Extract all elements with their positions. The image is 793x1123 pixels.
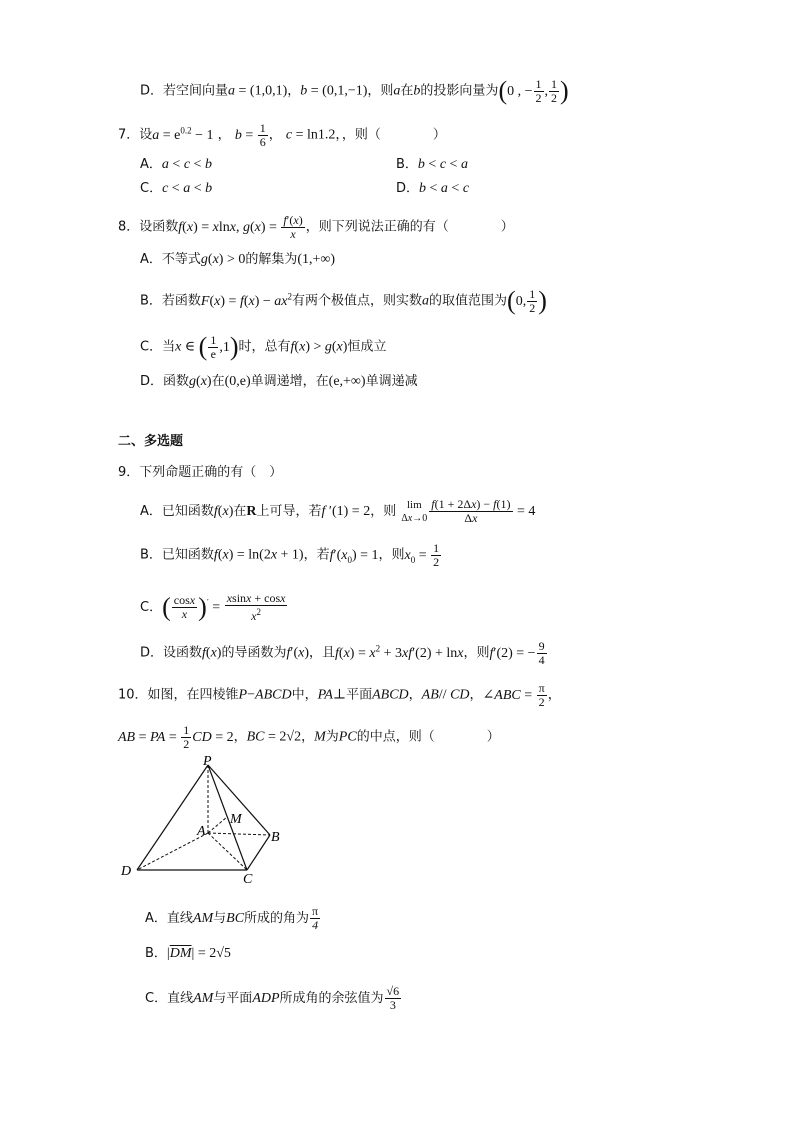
q7-option-b: B．b < c < a	[396, 157, 468, 172]
q10-option-b: B．$|\overline{DM}| = 2√5$	[145, 946, 231, 961]
q7-b-label: B．	[396, 157, 418, 172]
q9-b-text: B．已知函数	[140, 547, 214, 563]
q6-d-a: a	[393, 83, 401, 99]
q6-d-mid3: 在	[400, 83, 414, 99]
q9-a-mid: 在	[233, 504, 247, 519]
q10-stem-line2: AB = PA = $\frac{1}{2}$ CD = 2，BC = 2√2，M为PC的中点，则（ ）	[118, 723, 500, 751]
q9-option-a: A．已知函数f(x)在R上可导，若f ′(1) = 2，则 lim Δx→0 $\frac{f(1 + 2\Delta x) - f(1)}{\Delta x}$ = 4	[140, 497, 536, 525]
q8-d-end: 单调递减	[365, 374, 418, 389]
q7-c-expr: c = ln1.2	[285, 127, 336, 143]
q8-stem-end: ，则下列说法正确的有（ ）	[305, 219, 514, 235]
q9-stem	[118, 463, 282, 483]
q8-c-end: 恒成立	[347, 339, 387, 355]
q9-b-mid: ，若	[303, 547, 330, 563]
edge-cb	[247, 835, 270, 870]
paren-open: (	[498, 76, 508, 106]
q10-stem-text: 10．如图，在四棱锥	[118, 687, 239, 703]
edge-am	[208, 817, 227, 833]
q9-a-mid3: ，则	[370, 504, 397, 519]
q9-option-d: D．设函数f(x)的导函数为f′(x)，且$f(x) = x^2 + 3xf'(2) + \ln x$，则f′(2) = − $\frac{9}{4}$	[140, 638, 545, 667]
q7-stem: 7．设$a = e^{0.2} - 1$ ， b = $\frac{1}{6}$ ， c = ln1.2，，则（ ）	[118, 120, 446, 149]
q9-d-mid: 的导函数为	[221, 645, 287, 661]
q10-stem-mid1: 中，	[291, 687, 318, 703]
q6-d-prefix: D．若空间向量	[140, 83, 229, 99]
q9-option-b: B．已知函数f(x) = ln(2x + 1)，若$f'(x_0) = 1$，则$x_0$ = $\frac{1}{2}$	[140, 541, 440, 569]
q6-d-mid2: ，则	[367, 83, 394, 99]
q6-d-mid1: ，	[287, 83, 301, 99]
q9-b-mid2: ，则	[378, 547, 405, 563]
q9-d-mid2: ，且	[309, 645, 336, 661]
q7-option-c: C．c < a < b	[140, 181, 213, 196]
section-title	[118, 432, 183, 452]
q6-d-vec: 0 , − $\frac{1}{2}$ , $\frac{1}{2}$	[507, 77, 558, 105]
q7-stem-end: ，则（ ）	[341, 127, 446, 143]
q7-a-label: A．	[140, 157, 162, 172]
q9-option-c: C．( $\frac{\cos x}{x}$ )′ = $\frac{xsinx + \cos x}{x^2}$	[140, 591, 286, 623]
section-title-text: 二、多选题	[118, 434, 184, 449]
q8-d-mid2: 单调递增，在	[250, 374, 329, 389]
q6-d-vec-b: b = (0,1,−1)	[300, 83, 368, 99]
q8-a-end: 的解集为	[245, 252, 298, 267]
pyramid-figure	[115, 755, 290, 887]
q6-d-vec-a: a = (1,0,1)	[228, 83, 288, 99]
edge-ac	[208, 833, 247, 870]
label-p: P	[203, 755, 212, 769]
q8-stem	[118, 214, 514, 241]
q8-option-d: D．函数g(x)在(0,e)单调递增，在(e,+∞)单调递减	[140, 374, 418, 389]
q10-stem-mid2: 平面	[346, 687, 373, 703]
q9-d-mid3: ，则	[463, 645, 490, 661]
label-d: D	[121, 864, 132, 879]
q8-b-text: B．若函数	[140, 293, 201, 309]
q9-stem-text: 9．下列命题正确的有（ ）	[118, 465, 283, 480]
q6-d-b: b	[413, 83, 421, 99]
label-c: C	[243, 872, 253, 887]
q9-a-text: A．已知函数	[140, 504, 214, 519]
paren-close: )	[560, 76, 569, 106]
label-b: B	[271, 830, 280, 845]
q7-option-a: A．a < c < b	[140, 157, 212, 172]
q10-a-text: A．直线	[145, 911, 193, 926]
q7-option-d: D．b < a < c	[396, 181, 470, 196]
q10-line2-mid2: 为	[325, 729, 339, 745]
q6-option-d	[140, 78, 569, 105]
q8-b-end: 的取值范围为	[429, 293, 508, 309]
q8-a-text: A．不等式	[140, 252, 201, 267]
q10-option-c: C．直线AM与平面ADP所成角的余弦值为 $\frac{√6}{3}$	[145, 984, 400, 1012]
q10-stem-mid3: ，	[469, 687, 483, 703]
q8-f-def: f(x) = xlnx, g(x) = $\frac{f'(x)}{x}$	[178, 213, 303, 241]
q7-d-label: D．	[396, 181, 420, 196]
q10-c-end: 所成角的余弦值为	[279, 991, 384, 1006]
q9-c-text: C．	[140, 600, 163, 615]
q8-option-b: B．若函数$F(x) = f(x) - ax^2$有两个极值点，则实数a的取值范围为(0, $\frac{1}{2}$ )	[140, 286, 547, 316]
q10-c-mid: 与平面	[213, 991, 253, 1006]
q10-option-a: A．直线AM与BC所成的角为 $\frac{\pi}{4}$	[145, 904, 319, 932]
edge-ab	[208, 833, 270, 835]
label-m: M	[230, 812, 242, 827]
q10-line2-mid3: 的中点，则（ ）	[356, 729, 500, 745]
q8-b-mid: 有两个极值点，则实数	[292, 293, 423, 309]
q10-a-end: 所成的角为	[244, 911, 310, 926]
q8-d-text: D．函数	[140, 374, 190, 389]
edge-pd	[137, 765, 208, 870]
q8-stem-label: 8．设函数	[118, 219, 179, 235]
q9-d-text: D．设函数	[140, 645, 203, 661]
q6-d-suffix: 的投影向量为	[420, 83, 499, 99]
q10-stem: 10．如图，在四棱锥P−ABCD中，PA⊥平面ABCD，AB// CD，∠ABC = $\frac{\pi}{2}$ ，	[118, 681, 561, 709]
q8-c-mid: 时，总有	[238, 339, 291, 355]
q10-a-mid: 与	[213, 911, 227, 926]
q7-stem-label: 7．设	[118, 127, 153, 143]
q10-line2-mid: ，	[233, 729, 247, 745]
q7-a-expr: $a = e^{0.2} - 1$	[152, 125, 214, 143]
q7-c-label: C．	[140, 181, 163, 196]
label-a: A	[197, 824, 206, 839]
q7-b-expr: b = $\frac{1}{6}$	[234, 120, 266, 149]
q8-c-text: C．当	[140, 339, 176, 355]
q10-c-text: C．直线	[145, 991, 194, 1006]
q8-d-mid: 在	[211, 374, 225, 389]
q9-a-mid2: 上可导，若	[256, 504, 322, 519]
q8-option-c: C．当x ∈ ( $\frac{1}{e}$ ,1)时，总有f(x) > g(x)恒成立	[140, 332, 387, 362]
q10-b-text: B．	[145, 946, 167, 961]
q8-option-a: A．不等式g(x) > 0的解集为(1,+∞)	[140, 252, 336, 267]
